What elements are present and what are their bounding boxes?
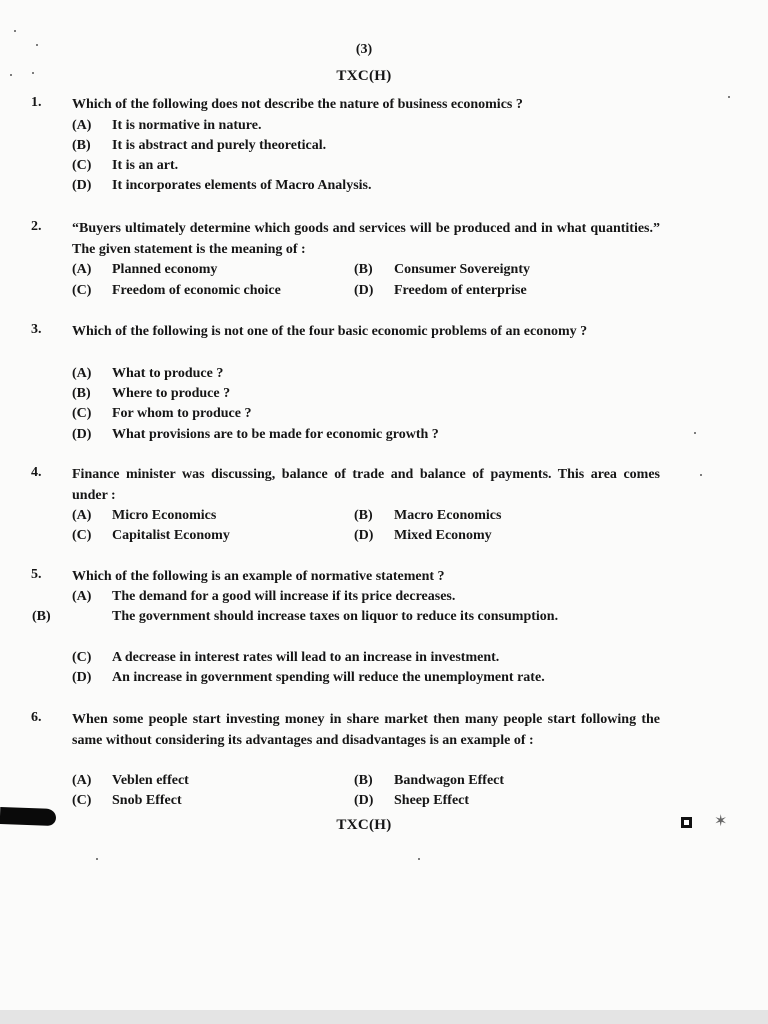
option-c: (C) Capitalist Economy (72, 528, 230, 543)
option-a: (A) Micro Economics (72, 508, 217, 523)
scan-speck (36, 44, 38, 46)
option-d: (D) Freedom of enterprise (354, 283, 527, 298)
option-c: (C) Freedom of economic choice (72, 283, 281, 298)
option-b: (B) The government should increase taxes on liquor to reduce its consumption. (32, 609, 559, 624)
option-b: (B) Bandwagon Effect (354, 773, 505, 788)
option-b: (B) Where to produce ? (72, 386, 231, 401)
option-d: (D) It incorporates elements of Macro Analysis. (72, 178, 372, 193)
question-number: 2. (31, 219, 42, 234)
option-d: (D) Mixed Economy (354, 528, 492, 543)
question-number: 6. (31, 710, 42, 725)
question-number: 1. (31, 95, 42, 110)
question-number: 3. (31, 322, 42, 337)
question-stem: When some people start investing money in share market then many people start following the same without considering its advantages and disadvantages is an example of : (72, 712, 660, 748)
question-stem: Which of the following does not describe the nature of business economics ? (72, 97, 523, 112)
question-stem: Which of the following is an example of normative statement ? (72, 569, 445, 584)
option-d: (D) An increase in government spending will reduce the unemployment rate. (72, 670, 545, 685)
ink-blot-mark (0, 807, 56, 826)
option-c: (C) For whom to produce ? (72, 406, 252, 421)
scan-speck (96, 858, 98, 860)
question-stem: Finance minister was discussing, balance of trade and balance of payments. This area comes under : (72, 467, 660, 503)
paper-code-footer: TXC(H) (336, 817, 392, 833)
scan-speck (728, 96, 730, 98)
option-c: (C) It is an art. (72, 158, 179, 173)
star-mark-icon: ✶ (714, 811, 728, 830)
page-number: (3) (355, 42, 373, 57)
scan-speck (694, 432, 696, 434)
question-number: 4. (31, 465, 42, 480)
option-c: (C) A decrease in interest rates will lead to an increase in investment. (72, 650, 500, 665)
option-d: (D) What provisions are to be made for economic growth ? (72, 427, 439, 442)
option-a: (A) Planned economy (72, 262, 218, 277)
option-a: (A) The demand for a good will increase if its price decreases. (72, 589, 456, 604)
scan-speck (10, 74, 12, 76)
option-b: (B) Macro Economics (354, 508, 502, 523)
paper-code-header: TXC(H) (336, 68, 392, 84)
scan-speck (418, 858, 420, 860)
option-c: (C) Snob Effect (72, 793, 182, 808)
option-a: (A) It is normative in nature. (72, 118, 262, 133)
question-stem: Which of the following is not one of the four basic economic problems of an economy ? (72, 324, 588, 339)
scan-speck (700, 474, 702, 476)
scan-speck (14, 30, 16, 32)
page-bottom-edge (0, 1010, 768, 1024)
option-a: (A) What to produce ? (72, 366, 224, 381)
option-a: (A) Veblen effect (72, 773, 189, 788)
question-number: 5. (31, 567, 42, 582)
option-b: (B) It is abstract and purely theoretical. (72, 138, 327, 153)
scan-speck (32, 72, 34, 74)
option-d: (D) Sheep Effect (354, 793, 470, 808)
question-stem: “Buyers ultimately determine which goods and services will be produced and in what quantities.” The given statement is the meaning of : (72, 221, 660, 257)
option-b: (B) Consumer Sovereignty (354, 262, 530, 277)
square-icon (681, 817, 692, 828)
